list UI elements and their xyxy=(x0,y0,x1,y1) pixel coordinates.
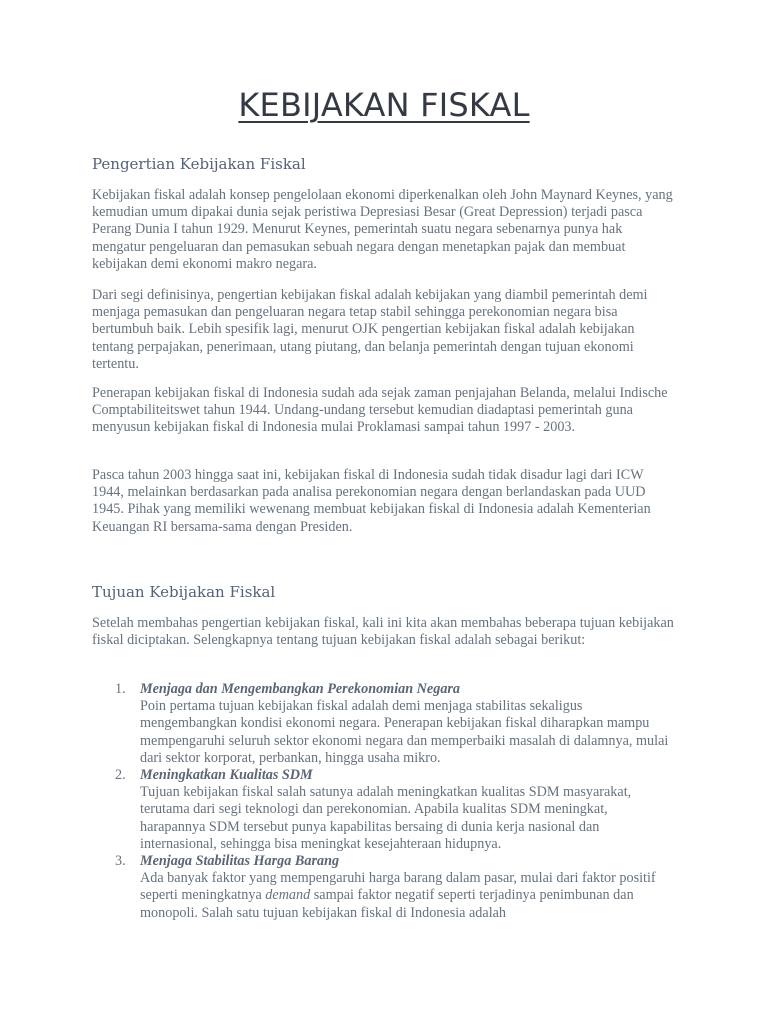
list-item-body-text: Ada banyak faktor yang mempengaruhi harga barang dalam pasar, mulai dari faktor positif seperti meningkatnya xyxy=(140,870,656,904)
tujuan-list xyxy=(92,681,676,922)
emphasis-demand: demand xyxy=(265,887,311,904)
list-number: 1. xyxy=(115,681,126,697)
paragraph-text: Dari segi definisinya, pengertian kebijakan fiskal adalah kebijakan yang diambil pemerintah demi menjaga pemasukan dan pengeluaran negara tetap stabil sehingga perekonomian negara bisa bertumbuh baik. Lebih spesifik lagi, menurut OJK pengertian kebijakan fiskal adalah kebijakan tentang perpajakan, penerimaan, utang piutang, dan belanja pemerintah dengan tujuan ekonomi tertentu. xyxy=(92,287,648,372)
paragraph-1 xyxy=(92,187,676,273)
section-tujuan xyxy=(92,583,676,601)
section-heading-tujuan: Tujuan Kebijakan Fiskal xyxy=(92,583,276,601)
paragraph-4 xyxy=(92,467,676,536)
list-item-body xyxy=(140,870,676,922)
list-item-body: Tujuan kebijakan fiskal salah satunya adalah meningkatkan kualitas SDM masyarakat, terutama dari segi teknologi dan perekonomian. Apabila kualitas SDM meningkat, harapannya SDM tersebut punya kapabilitas bersaing di dunia kerja nasional dan internasional, sehingga bisa meningkat kesejahteraan hidupnya. xyxy=(140,784,632,852)
paragraph-intro-tujuan xyxy=(92,615,676,649)
paragraph-3 xyxy=(92,385,676,437)
paragraph-text: Kebijakan fiskal adalah konsep pengelolaan ekonomi diperkenalkan oleh John Maynard Keynes, yang kemudian umum dipakai dunia sejak peristiwa Depresiasi Besar (Great Depression) terjadi pasca Perang Dunia I tahun 1929. Menurut Keynes, pemerintah suatu negara sebenarnya punya hak mengatur pengeluaran dan pemasukan sebuah negara dengan menetapkan pajak dan membuat kebijakan demi ekonomi makro negara. xyxy=(92,187,673,272)
list-item-title: Meningkatkan Kualitas SDM xyxy=(140,767,313,784)
document-title: KEBIJAKAN FISKAL xyxy=(238,86,530,124)
section-heading-pengertian: Pengertian Kebijakan Fiskal xyxy=(92,155,306,173)
paragraph-2 xyxy=(92,287,676,373)
paragraph-text: Setelah membahas pengertian kebijakan fiskal, kali ini kita akan membahas beberapa tujuan kebijakan fiskal diciptakan. Selengkapnya tentang tujuan kebijakan fiskal adalah sebagai berikut: xyxy=(92,615,674,649)
numbered-list xyxy=(92,681,676,922)
list-item xyxy=(92,853,676,922)
paragraph-text: Penerapan kebijakan fiskal di Indonesia sudah ada sejak zaman penjajahan Belanda, melalui Indische Comptabiliteitswet tahun 1944. Undang-undang tersebut kemudian diadaptasi pemerintah guna menyusun kebijakan fiskal di Indonesia mulai Proklamasi sampai tahun 1997 - 2003. xyxy=(92,385,668,436)
paragraph-text: Pasca tahun 2003 hingga saat ini, kebijakan fiskal di Indonesia sudah tidak disadur lagi dari ICW 1944, melainkan berdasarkan pada analisa perekonomian negara dengan berlandaskan pada UUD 1945. Pihak yang memiliki wewenang membuat kebijakan fiskal di Indonesia adalah Kementerian Keuangan RI bersama-sama dengan Presiden. xyxy=(92,467,651,535)
list-number: 3. xyxy=(115,853,126,870)
list-item xyxy=(92,767,676,853)
section-pengertian xyxy=(92,155,676,173)
list-item-title: Menjaga dan Mengembangkan Perekonomian Negara xyxy=(140,681,461,697)
list-number: 2. xyxy=(115,767,126,784)
list-item xyxy=(92,681,676,767)
list-item-body: Poin pertama tujuan kebijakan fiskal adalah demi menjaga stabilitas sekaligus mengembangkan kondisi ekonomi negara. Penerapan kebijakan fiskal diharapkan mampu mempengaruhi seluruh sektor ekonomi negara dan memperbaiki masalah di dalamnya, mulai dari sektor korporat, perbankan, hingga usaha mikro. xyxy=(140,698,669,766)
list-item-body-text: sampai faktor negatif seperti terjadinya penimbunan dan monopoli. Salah satu tujuan kebijakan fiskal di Indonesia adalah xyxy=(140,887,634,921)
list-item-title: Menjaga Stabilitas Harga Barang xyxy=(140,853,340,870)
